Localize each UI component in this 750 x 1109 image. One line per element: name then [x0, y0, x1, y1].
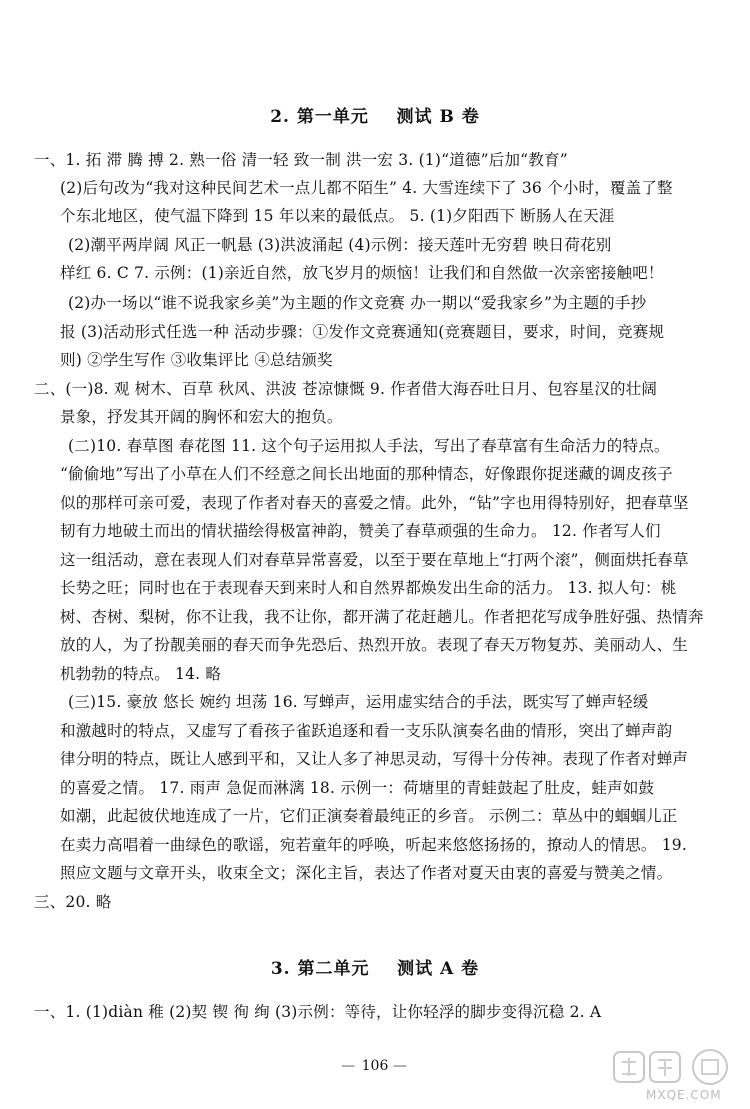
watermark-logo [610, 1046, 746, 1104]
answer-line: (2)后句改为“我对这种民间艺术一点儿都不陌生” 4. 大雪连续下了 36 个小时，覆盖了整 [60, 179, 673, 197]
answer-line: 在卖力高唱着一曲绿色的歌谣，宛若童年的呼唤，听起来悠悠扬扬的，撩动人的情思。 19. [60, 836, 687, 854]
answer-line: 放的人，为了扮靓美丽的春天而争先恐后、热烈开放。表现了春天万物复苏、美丽动人、生 [60, 636, 689, 654]
page-number-value: 106 [361, 1058, 389, 1074]
answer-line: 如潮，此起彼伏地连成了一片，它们正演奏着最纯正的乡音。 示例二：草丛中的蝈蝈儿正 [60, 807, 678, 825]
answer-line: (三)15. 豪放 悠长 婉约 坦荡 16. 写蝉声，运用虚实结合的手法，既实写了蝉声轻缓 [68, 693, 649, 711]
answer-line: “偷偷地”写出了小草在人们不经意之间长出地面的那种情态，好像跟你捉迷藏的调皮孩子 [60, 465, 673, 483]
answer-line: (2)办一场以“谁不说我家乡美”为主题的作文竞赛 办一期以“爱我家乡”为主题的手抄 [68, 294, 647, 312]
answer-line: 韧有力地破土而出的情状描绘得极富神韵，赞美了春草顽强的生命力。 12. 作者写人们 [60, 522, 661, 540]
answer-line: 报 (3)活动形式任选一种 活动步骤：①发作文竞赛通知(竞赛题目，要求，时间，竞赛规 [60, 323, 665, 341]
answer-line: 的喜爱之情。 17. 雨声 急促而淋漓 18. 示例一：荷塘里的青蛙鼓起了肚皮，蛙声如鼓 [60, 779, 655, 797]
answer-line: 机勃勃的特点。 14. 略 [60, 665, 222, 683]
answer-line: 这一组活动，意在表现人们对春草异常喜爱，以至于要在草地上“打两个滚”，侧面烘托春草 [60, 551, 689, 569]
page-number: — 106 — [341, 1058, 409, 1074]
answer-line: 三、20. 略 [34, 893, 112, 911]
answer-line: 似的那样可亲可爱，表现了作者对春天的喜爱之情。此外，“钻”字也用得特别好，把春草坚 [60, 494, 689, 512]
section-heading-unit2: 3. 第二单元 测试 A 卷 [270, 959, 480, 979]
answer-line: 一、1. (1)diàn 稚 (2)契 锲 徇 绚 (3)示例：等待，让你轻浮的脚步变得沉稳 2. A [34, 1003, 602, 1021]
answer-line: 一、1. 拓 滞 腾 搏 2. 熟一俗 清一轻 致一制 洪一宏 3. (1)“道德”后加“教育” [34, 151, 568, 169]
section-heading-unit1: 2. 第一单元 测试 B 卷 [270, 107, 480, 127]
answer-line: 则) ②学生写作 ③收集评比 ④总结颁奖 [60, 351, 333, 369]
answer-line: (二)10. 春草图 春花图 11. 这个句子运用拟人手法，写出了春草富有生命活力的特点。 [68, 437, 670, 455]
watermark-site: MXQE.COM [646, 1088, 722, 1102]
answer-line: 照应文题与文章开头，收束全文；深化主旨，表达了作者对夏天由衷的喜爱与赞美之情。 [60, 864, 673, 882]
answer-line: 个东北地区，使气温下降到 15 年以来的最低点。 5. (1)夕阳西下 断肠人在天涯 [60, 207, 615, 225]
answer-line: 长势之旺；同时也在于表现春天到来时人和自然界都焕发出生命的活力。 13. 拟人句：桃 [60, 579, 677, 597]
answer-line: 景象，抒发其开阔的胸怀和宏大的抱负。 [60, 408, 343, 426]
answer-line: 律分明的特点，既让人感到平和，又让人多了神思灵动，写得十分传神。表现了作者对蝉声 [60, 750, 689, 768]
answer-line: 树、杏树、梨树，你不让我，我不让你，都开满了花赶趟儿。作者把花写成争胜好强、热情奔 [60, 608, 704, 626]
answer-line: (2)潮平两岸阔 风正一帆悬 (3)洪波涌起 (4)示例：接天莲叶无穷碧 映日荷花别 [68, 236, 612, 254]
answer-line: 和激越时的特点，又虚写了看孩子雀跃追逐和看一支乐队演奏名曲的情形，突出了蝉声韵 [60, 722, 673, 740]
answer-line: 样红 6. C 7. 示例：(1)亲近自然，放飞岁月的烦恼！让我们和自然做一次亲密接触吧！ [60, 264, 664, 282]
answer-line: 二、(一)8. 观 树木、百草 秋风、洪波 苍凉慷慨 9. 作者借大海吞吐日月、包容星汉的壮阔 [34, 380, 658, 398]
